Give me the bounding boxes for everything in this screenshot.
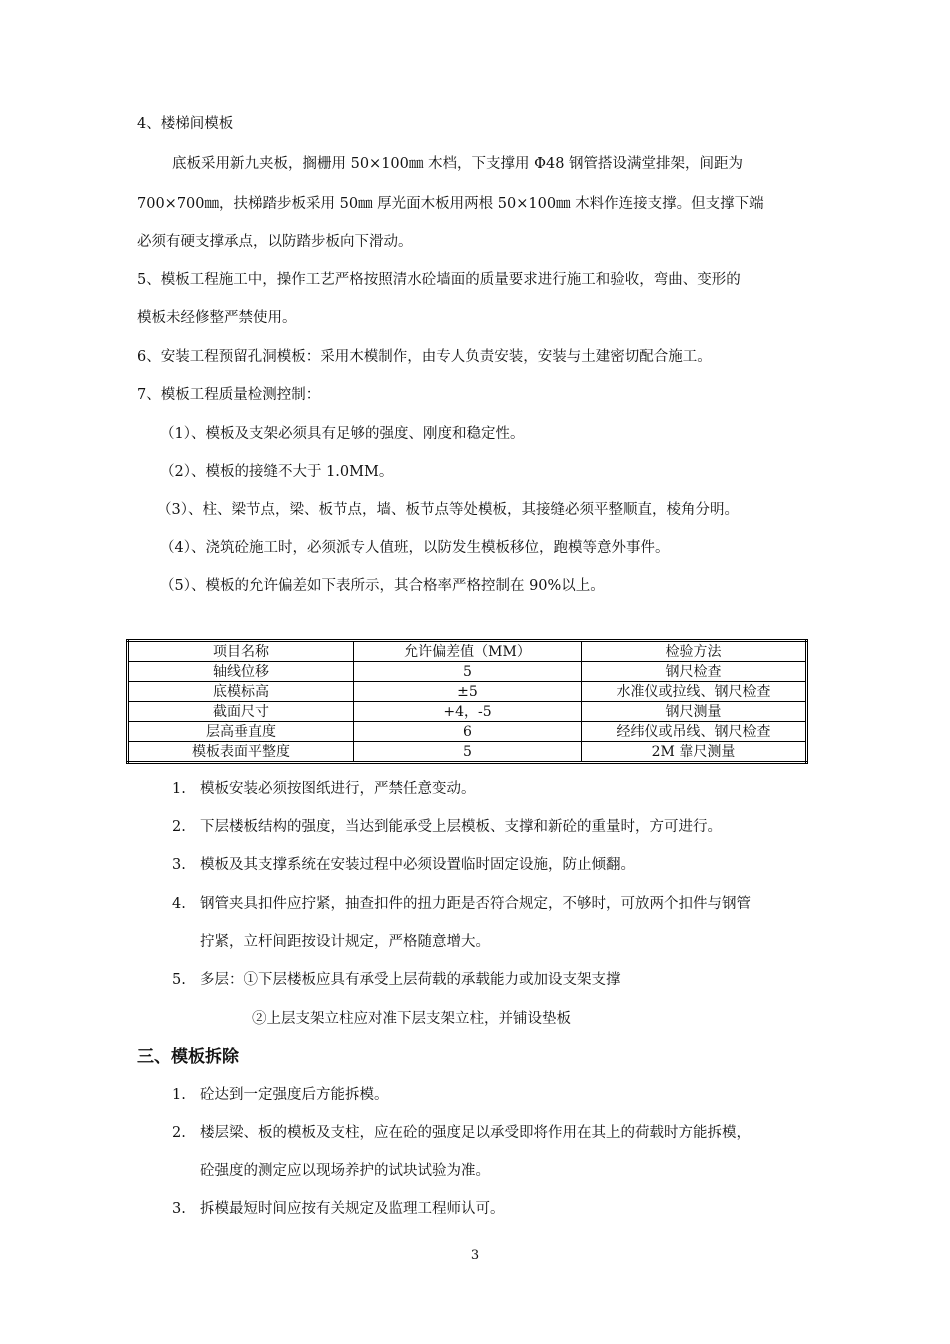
list-number: 3. xyxy=(172,1201,186,1217)
list-number: 3. xyxy=(172,857,186,873)
list-text: 砼达到一定强度后方能拆模。 xyxy=(200,1087,389,1103)
table-header-cell: 检验方法 xyxy=(582,641,807,662)
table-header-row xyxy=(128,641,807,662)
list-subitem: ②上层支架立柱应对准下层支架立柱，并铺设垫板 xyxy=(252,1011,571,1027)
section-4-title: 4、楼梯间模板 xyxy=(137,116,234,132)
section-7-item: （2）、模板的接缝不大于 1.0MM。 xyxy=(160,464,394,480)
list-item xyxy=(172,970,621,990)
section-heading: 三、模板拆除 xyxy=(137,1047,239,1067)
list-number: 1. xyxy=(172,1087,186,1103)
list-item xyxy=(172,779,476,799)
list-item xyxy=(172,1199,505,1219)
list-number: 2. xyxy=(172,819,186,835)
table-cell: 5 xyxy=(354,742,582,763)
page-number: 3 xyxy=(470,1248,480,1263)
list-item xyxy=(172,894,751,914)
list-item-continued xyxy=(172,932,490,952)
list-item xyxy=(172,817,722,837)
table-cell: 截面尺寸 xyxy=(128,702,354,722)
list-text: 楼层梁、板的模板及支柱，应在砼的强度足以承受即将作用在其上的荷载时方能拆模， xyxy=(200,1125,751,1141)
list-text: 下层楼板结构的强度，当达到能承受上层模板、支撑和新砼的重量时，方可进行。 xyxy=(200,819,722,835)
section-7-item: （5）、模板的允许偏差如下表所示，其合格率严格控制在 90%以上。 xyxy=(160,578,605,594)
section-7-item: （1）、模板及支架必须具有足够的强度、刚度和稳定性。 xyxy=(160,426,525,442)
table-cell: 轴线位移 xyxy=(128,662,354,682)
table-cell: 6 xyxy=(354,722,582,742)
table-row xyxy=(128,682,807,702)
list-item xyxy=(172,855,635,875)
list-number: 1. xyxy=(172,781,186,797)
section-5-line1: 5、模板工程施工中，操作工艺严格按照清水砼墙面的质量要求进行施工和验收，弯曲、变形的 xyxy=(137,272,741,288)
list-text: 模板及其支撑系统在安装过程中必须设置临时固定设施，防止倾翻。 xyxy=(200,857,635,873)
list-text: 拧紧，立杆间距按设计规定，严格随意增大。 xyxy=(200,934,490,950)
table-cell: 经纬仪或吊线、钢尺检查 xyxy=(582,722,807,742)
table-header-cell: 项目名称 xyxy=(128,641,354,662)
list-text: 砼强度的测定应以现场养护的试块试验为准。 xyxy=(200,1163,490,1179)
table-row xyxy=(128,742,807,763)
list-item xyxy=(172,1123,751,1143)
table-cell: 钢尺检查 xyxy=(582,662,807,682)
table-cell: ±5 xyxy=(354,682,582,702)
list-text: 多层：①下层楼板应具有承受上层荷载的承载能力或加设支架支撑 xyxy=(200,972,621,988)
list-text: 模板安装必须按图纸进行，严禁任意变动。 xyxy=(200,781,476,797)
table-row xyxy=(128,702,807,722)
table-cell: 模板表面平整度 xyxy=(128,742,354,763)
table-cell: 层高垂直度 xyxy=(128,722,354,742)
table-header-cell: 允许偏差值（MM） xyxy=(354,641,582,662)
section-5-line2: 模板未经修整严禁使用。 xyxy=(137,310,297,326)
table-cell: +4，-5 xyxy=(354,702,582,722)
list-number: 2. xyxy=(172,1125,186,1141)
table-cell: 钢尺测量 xyxy=(582,702,807,722)
table-row xyxy=(128,722,807,742)
table-row xyxy=(128,662,807,682)
section-7-item: （4）、浇筑砼施工时，必须派专人值班，以防发生模板移位，跑模等意外事件。 xyxy=(160,540,670,556)
section-6: 6、安装工程预留孔洞模板：采用木模制作，由专人负责安装，安装与土建密切配合施工。 xyxy=(137,349,712,365)
section-4-body-line1: 底板采用新九夹板，搁栅用 50×100㎜ 木档，下支撑用 Φ48 钢管搭设满堂排架，间距为 xyxy=(172,156,744,172)
table-cell: 水准仪或拉线、钢尺检查 xyxy=(582,682,807,702)
list-text: 钢管夹具扣件应拧紧，抽查扣件的扭力距是否符合规定，不够时，可放两个扣件与钢管 xyxy=(200,896,751,912)
list-item xyxy=(172,1085,389,1105)
list-number: 5. xyxy=(172,972,186,988)
section-7-item: （3）、柱、梁节点，梁、板节点，墙、板节点等处模板，其接缝必须平整顺直，棱角分明。 xyxy=(157,502,739,518)
table-cell: 底模标高 xyxy=(128,682,354,702)
list-text: 拆模最短时间应按有关规定及监理工程师认可。 xyxy=(200,1201,505,1217)
section-7-title: 7、模板工程质量检测控制： xyxy=(137,387,321,403)
list-number: 4. xyxy=(172,896,186,912)
section-4-body-line2: 700×700㎜，扶梯踏步板采用 50㎜ 厚光面木板用两根 50×100㎜ 木料作连接支撑。但支撑下端 xyxy=(137,196,764,212)
list-item-continued xyxy=(172,1161,490,1181)
tolerance-table xyxy=(126,639,808,764)
table-cell: 5 xyxy=(354,662,582,682)
section-4-body-line3: 必须有硬支撑承点，以防踏步板向下滑动。 xyxy=(137,234,413,250)
table-cell: 2M 靠尺测量 xyxy=(582,742,807,763)
